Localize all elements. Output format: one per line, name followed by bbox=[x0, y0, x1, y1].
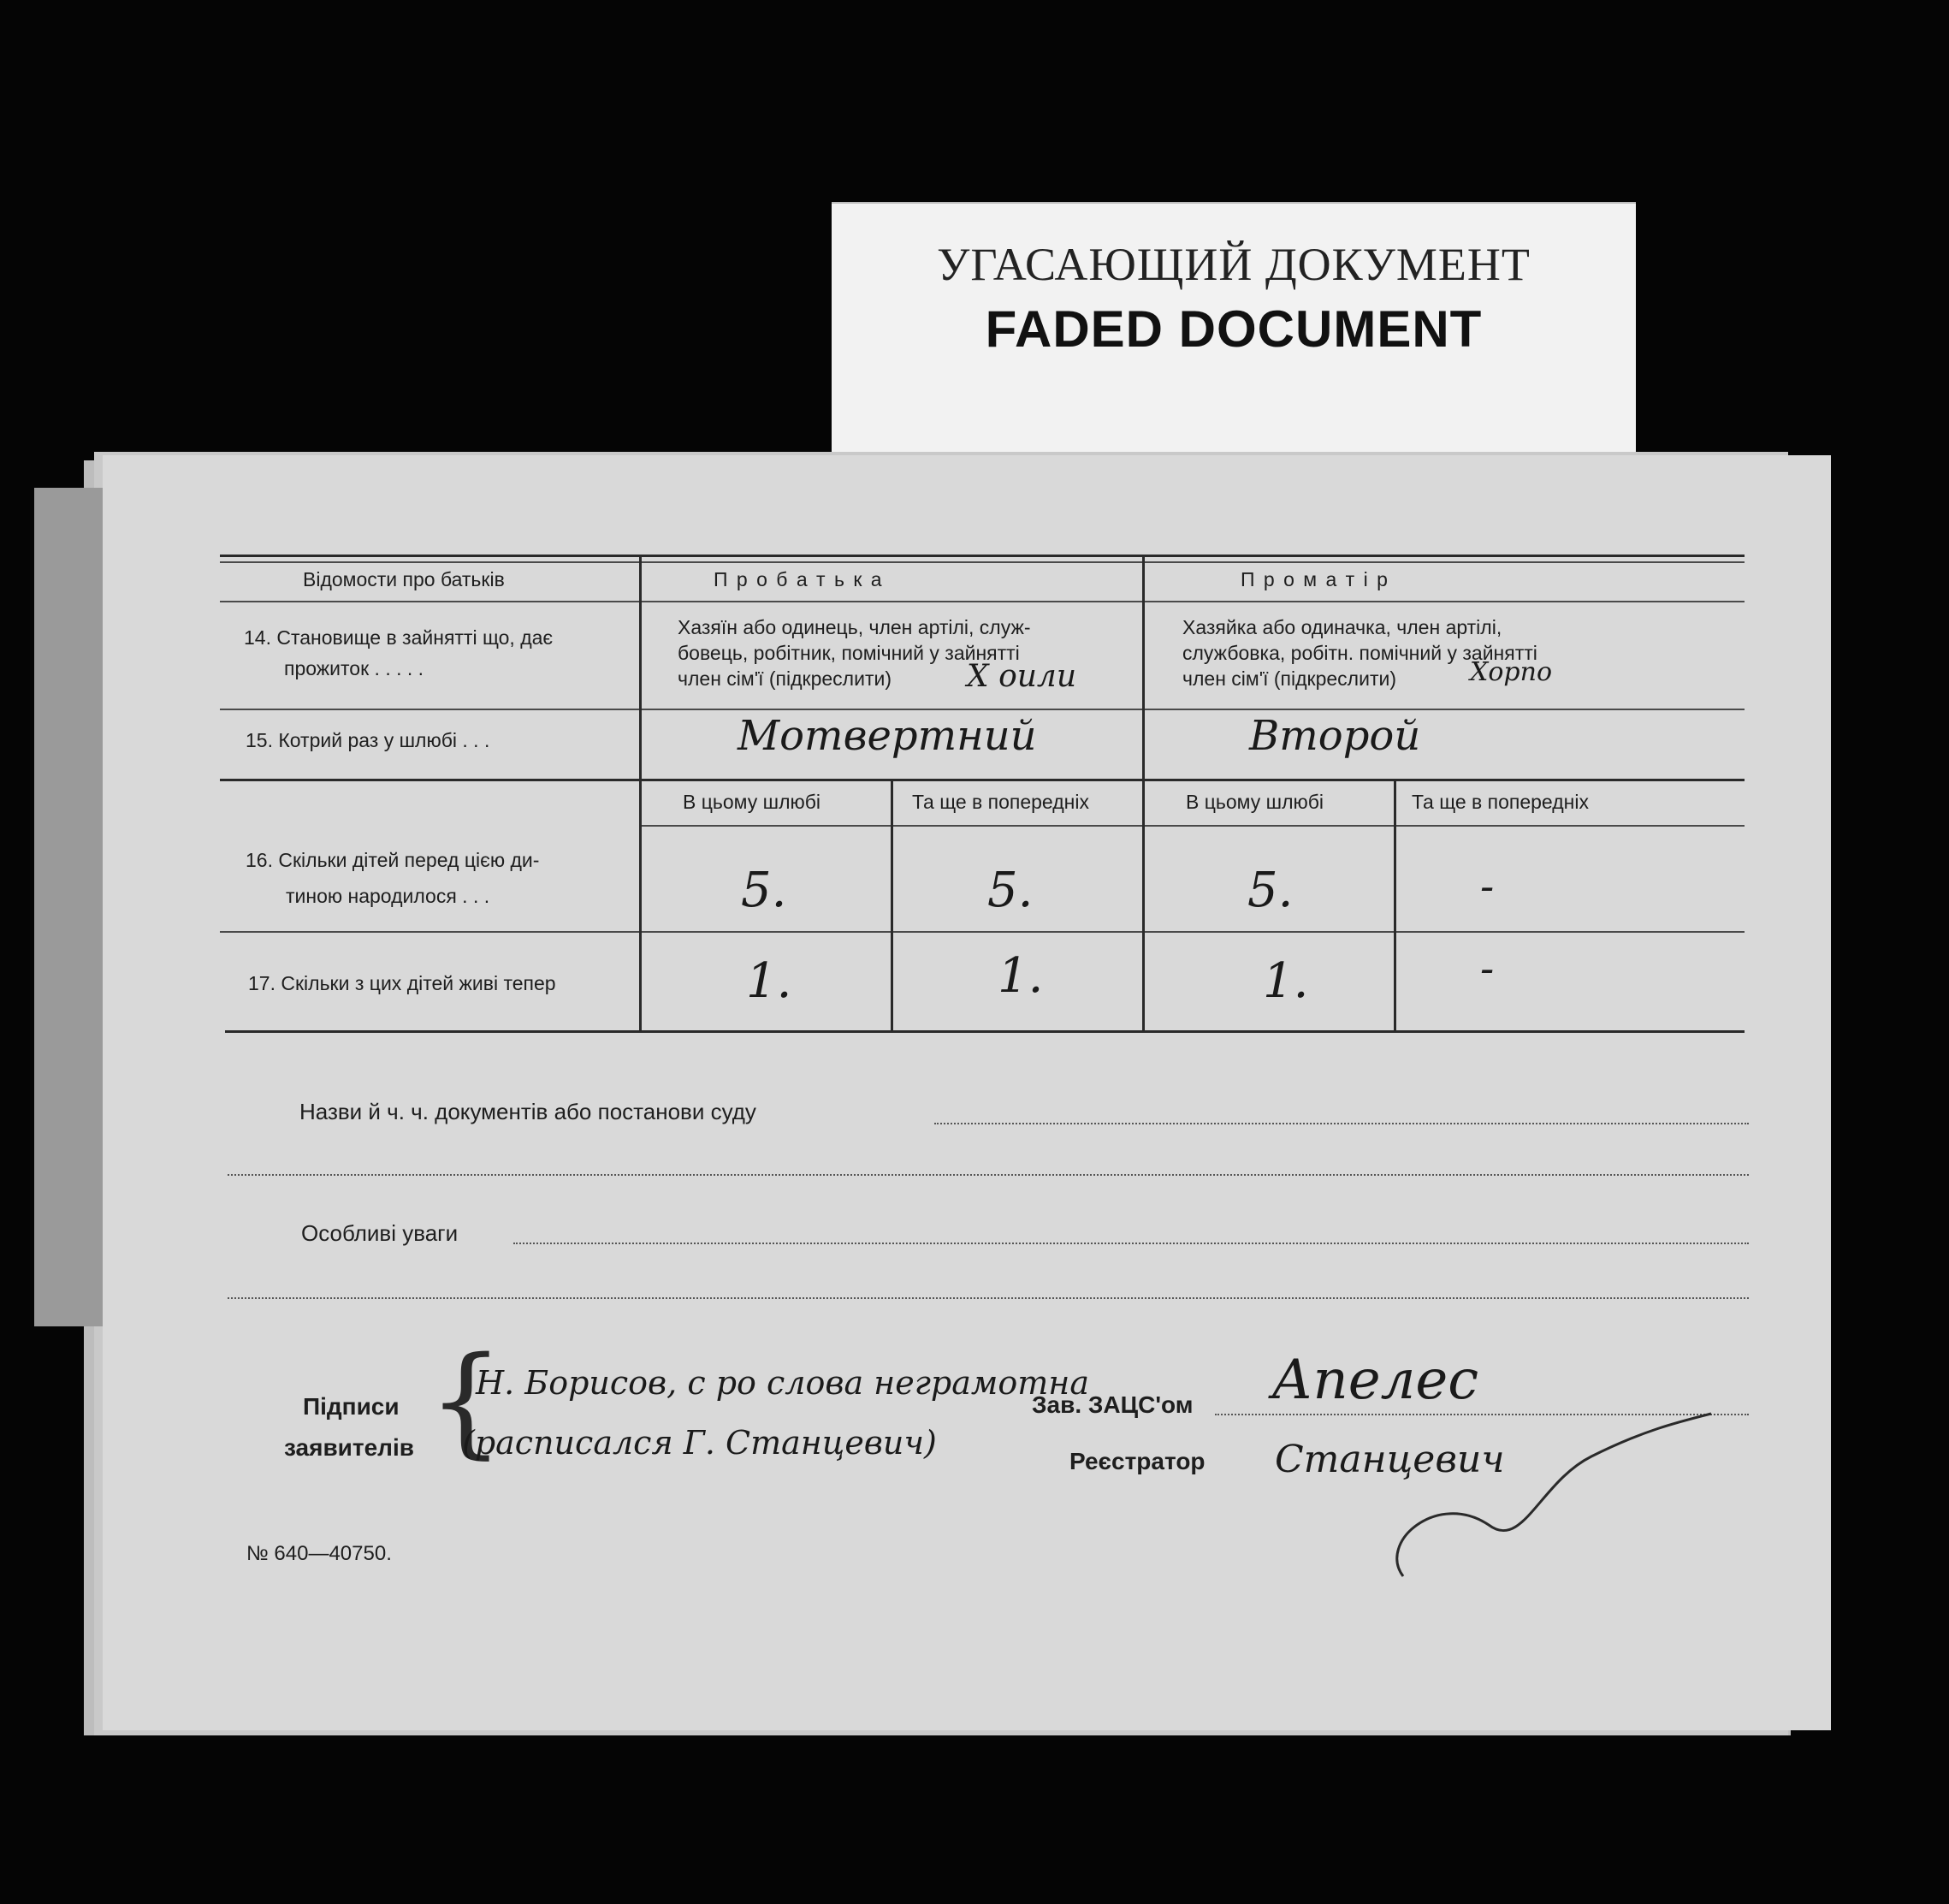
row17-mother-prev-value: - bbox=[1480, 945, 1495, 993]
row16-father-this-value: 5. bbox=[741, 863, 787, 918]
row17-father-this-value: 1. bbox=[746, 953, 792, 1009]
subheader-mother-this-marriage: В цьому шлюбі bbox=[1186, 791, 1324, 813]
remarks-label: Особливі уваги bbox=[301, 1220, 459, 1246]
document-sheet bbox=[103, 455, 1831, 1730]
row16-label-line2: тиною народилося . . . bbox=[286, 885, 490, 907]
documents-label: Назви й ч. ч. документів або постанови суду bbox=[299, 1099, 756, 1124]
remarks-line-2 bbox=[228, 1297, 1749, 1299]
label-russian: УГАСАЮЩИЙ ДОКУМЕНТ bbox=[937, 239, 1531, 290]
col-divider-father-sub bbox=[891, 779, 893, 1030]
head-signature: Апелес bbox=[1271, 1349, 1479, 1412]
row14-mother-line3: член сім'ї (підкреслити) bbox=[1182, 667, 1396, 690]
row14-father-line3: член сім'ї (підкреслити) bbox=[678, 667, 892, 690]
applicant-signature-line2: (расписался Г. Станцевич) bbox=[462, 1424, 937, 1462]
col-divider-2 bbox=[1142, 555, 1145, 1030]
signature-flourish bbox=[1369, 1362, 1728, 1602]
col-divider-1 bbox=[639, 555, 642, 1030]
header-parents-info: Відомости про батьків bbox=[303, 568, 505, 590]
row16-bottom-rule bbox=[220, 931, 1745, 933]
col-divider-mother-sub bbox=[1394, 779, 1396, 1030]
signatures-label-line2: заявителів bbox=[284, 1434, 414, 1461]
row15-mother-handwritten: Второй bbox=[1249, 712, 1421, 760]
form-number: № 640—40750. bbox=[246, 1542, 392, 1565]
subheader-father-previous: Та ще в попередніх bbox=[912, 791, 1089, 813]
documents-line-2 bbox=[228, 1174, 1749, 1176]
registrar-signature: Станцевич bbox=[1275, 1438, 1505, 1481]
row16-mother-this-value: 5. bbox=[1247, 863, 1294, 918]
row14-father-line1: Хазяїн або одинець, член артілі, служ- bbox=[678, 616, 1031, 638]
page-torn-edge bbox=[34, 488, 103, 1326]
table-bottom-rule bbox=[225, 1030, 1745, 1033]
row16-mother-prev-value: - bbox=[1480, 863, 1495, 910]
faded-document-label bbox=[832, 202, 1636, 454]
header-mother: П р о м а т і р bbox=[1241, 568, 1389, 590]
label-english: FADED DOCUMENT bbox=[985, 300, 1483, 358]
head-zags-label: Зав. ЗАЦС'ом bbox=[1032, 1391, 1194, 1418]
documents-line-1 bbox=[934, 1123, 1749, 1124]
row15-bottom-rule bbox=[220, 779, 1745, 781]
row15-label: 15. Котрий раз у шлюбі . . . bbox=[246, 729, 490, 751]
subheader-father-this-marriage: В цьому шлюбі bbox=[683, 791, 821, 813]
row14-mother-line1: Хазяйка або одиначка, член артілі, bbox=[1182, 616, 1502, 638]
table-top-rule-2 bbox=[220, 561, 1745, 563]
row14-label-line2: прожиток . . . . . bbox=[284, 657, 424, 679]
subheader-mother-previous: Та ще в попередніх bbox=[1412, 791, 1589, 813]
signatures-brace: { bbox=[428, 1332, 505, 1471]
row14-father-line2: бовець, робітник, помічний у зайнятті bbox=[678, 642, 1020, 664]
header-father: П р о б а т ь к а bbox=[714, 568, 884, 590]
row17-mother-this-value: 1. bbox=[1263, 953, 1309, 1009]
header-bottom-rule bbox=[220, 601, 1745, 602]
row17-label: 17. Скільки з цих дітей живі тепер bbox=[248, 972, 556, 994]
row15-father-handwritten: Мотвертний bbox=[738, 712, 1037, 760]
row16-label-line1: 16. Скільки дітей перед цією ди- bbox=[246, 849, 540, 871]
table-top-rule bbox=[220, 555, 1745, 557]
row14-mother-line2: службовка, робітн. помічний у зайнятті bbox=[1182, 642, 1537, 664]
signatures-label-line1: Підписи bbox=[303, 1393, 400, 1420]
applicant-signature-line1: Н. Борисов, с ро слова неграмотна bbox=[476, 1364, 1089, 1402]
row14-bottom-rule bbox=[220, 709, 1745, 710]
row16-father-prev-value: 5. bbox=[987, 863, 1034, 918]
subheader-bottom-rule bbox=[642, 825, 1745, 827]
row14-mother-handwritten: Хорпо bbox=[1470, 657, 1553, 687]
registrar-label: Реєстратор bbox=[1069, 1448, 1206, 1474]
row14-father-handwritten: X ouлu bbox=[967, 659, 1077, 694]
row14-label-line1: 14. Становище в зайнятті що, дає bbox=[244, 626, 554, 649]
row17-father-prev-value: 1. bbox=[998, 948, 1044, 1004]
remarks-line-1 bbox=[513, 1243, 1749, 1244]
